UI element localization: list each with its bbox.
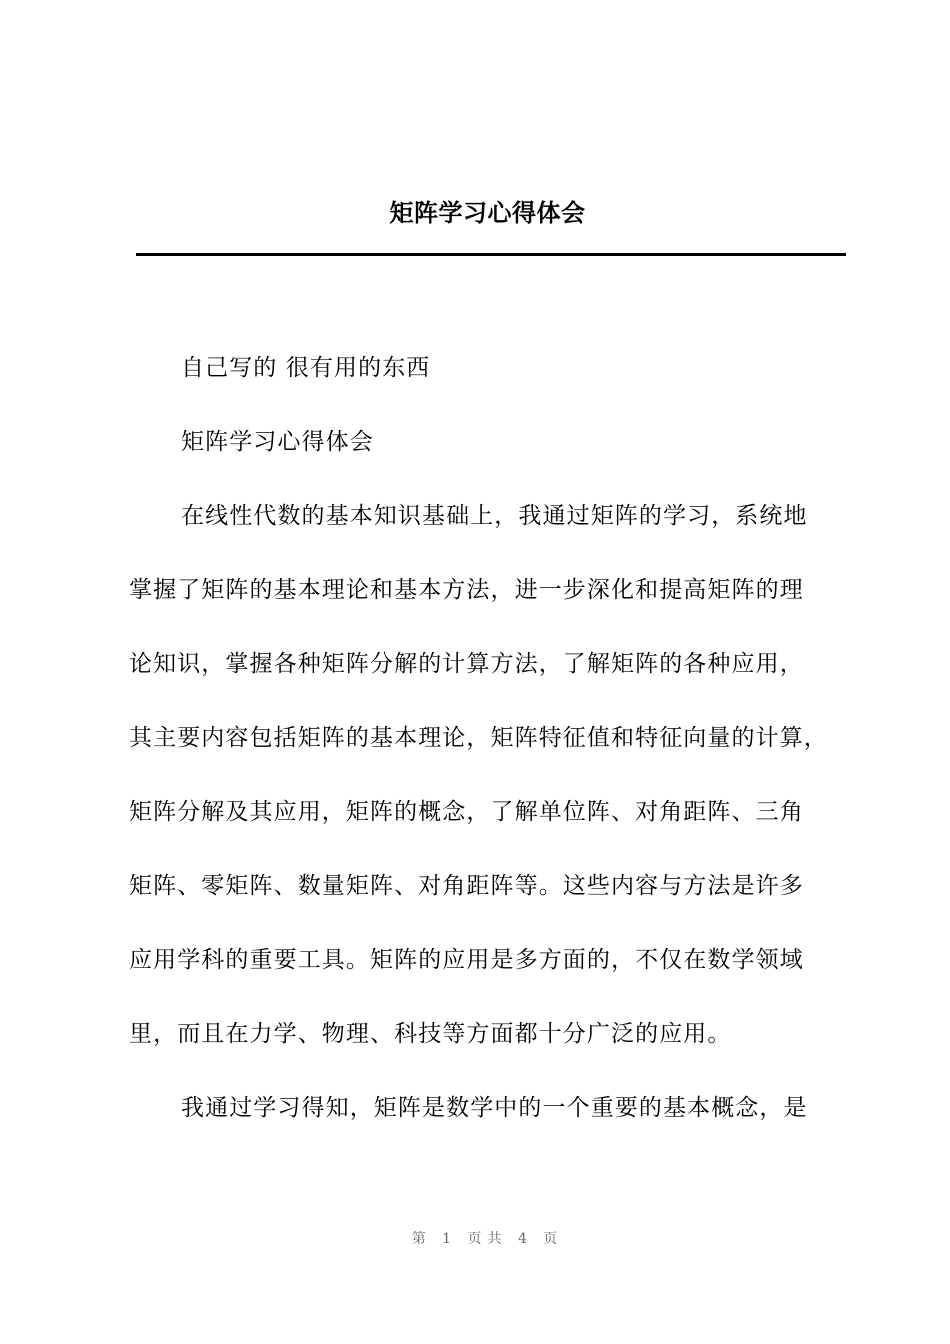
body-line: 我通过学习得知，矩阵是数学中的一个重要的基本概念，是: [181, 1095, 808, 1121]
body-line: 矩阵、零矩阵、数量矩阵、对角距阵等。这些内容与方法是许多: [129, 873, 804, 899]
document-body: [129, 348, 843, 1162]
body-line: 论知识，掌握各种矩阵分解的计算方法，了解矩阵的各种应用，: [129, 651, 804, 677]
body-line: 矩阵分解及其应用，矩阵的概念，了解单位阵、对角距阵、三角: [129, 799, 804, 825]
body-line: 掌握了矩阵的基本理论和基本方法，进一步深化和提高矩阵的理: [129, 577, 804, 603]
body-line: 应用学科的重要工具。矩阵的应用是多方面的，不仅在数学领域: [129, 947, 804, 973]
body-line: 矩阵学习心得体会: [181, 429, 374, 455]
body-line: 自己写的 很有用的东西: [181, 355, 431, 381]
page-number-footer: 第 1 页共 4 页: [411, 1231, 564, 1247]
document-title: 矩阵学习心得体会: [389, 198, 586, 227]
body-line: 在线性代数的基本知识基础上，我通过矩阵的学习，系统地: [181, 503, 808, 529]
body-line: 里，而且在力学、物理、科技等方面都十分广泛的应用。: [129, 1021, 732, 1047]
title-underline-rule: [136, 253, 846, 256]
body-line: 其主要内容包括矩阵的基本理论，矩阵特征值和特征向量的计算，: [129, 725, 828, 751]
